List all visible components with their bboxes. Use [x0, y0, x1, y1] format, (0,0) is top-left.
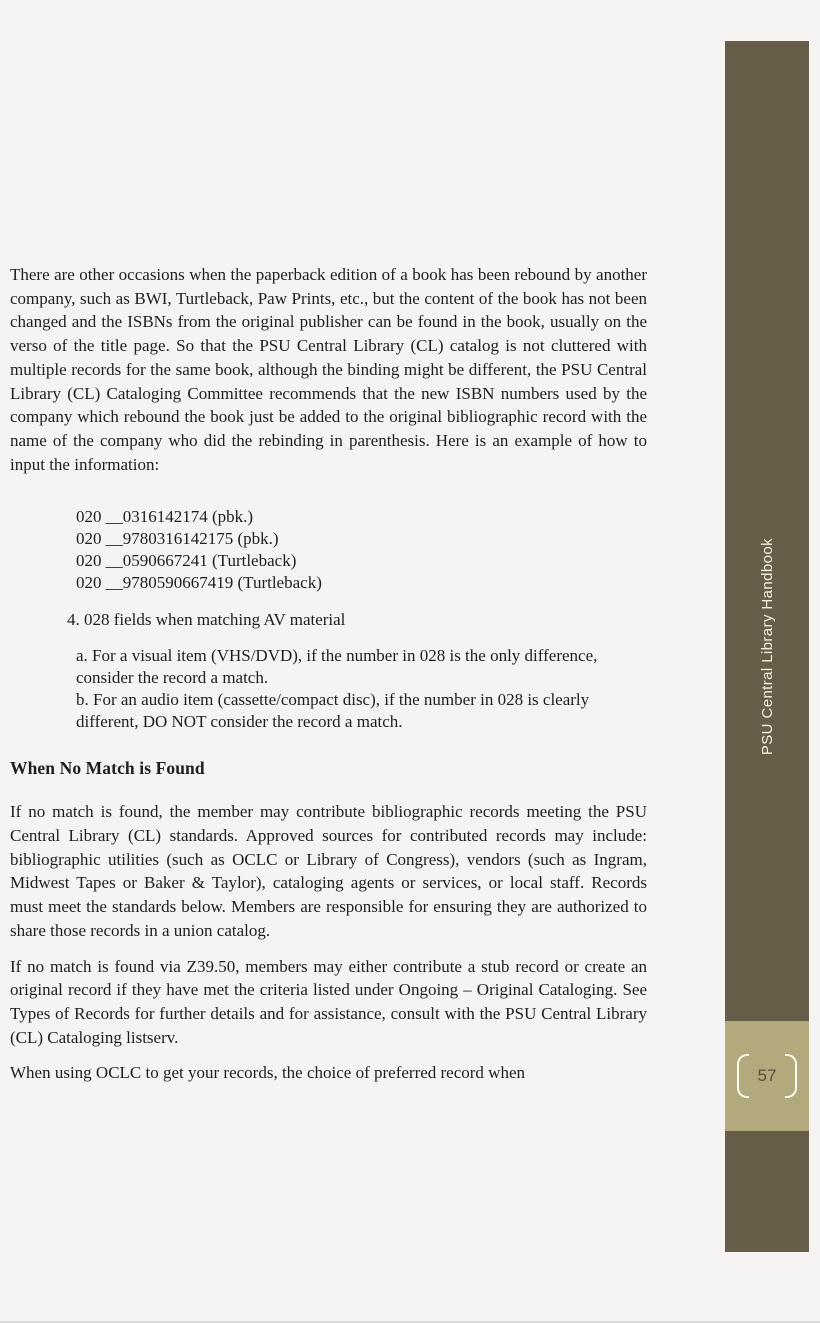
- isbn-example-line: 020 __9780590667419 (Turtleback): [76, 573, 322, 593]
- main-text-column: [10, 0, 647, 1085]
- sub-item-b: b. For an audio item (cassette/compact disc), if the number in 028 is clearly different, DO NOT consider the record a match.: [76, 690, 590, 732]
- isbn-example-line: 020 __0590667241 (Turtleback): [76, 551, 297, 571]
- paragraph-no-match: If no match is found, the member may contribute bibliographic records meeting the PSU Central Library (CL) standards. Approved sources for contributed records may include: bibliographic utilities (such as OCLC or Library of Congress), vendors (such as Ingram, Midwest Tapes or Baker & Taylor), cataloging agents or services, or local staff. Records must meet the standards below. Members are responsible for ensuring they are authorized to share those records in a union catalog.: [10, 802, 647, 940]
- list-item-4: 4. 028 fields when matching AV material: [67, 610, 346, 630]
- page-number-box: [725, 1021, 809, 1131]
- page-number-bracket-right-icon: [785, 1054, 797, 1098]
- page-number: 57: [757, 1066, 777, 1085]
- isbn-example-list: [76, 506, 647, 594]
- sidebar: [725, 41, 809, 1252]
- isbn-example-line: 020 __9780316142175 (pbk.): [76, 529, 279, 549]
- page-number-bracket-left-icon: [737, 1054, 749, 1098]
- sub-item-a: a. For a visual item (VHS/DVD), if the number in 028 is the only difference, consider the record a match.: [76, 646, 598, 688]
- sidebar-title: PSU Central Library Handbook: [758, 537, 776, 756]
- paragraph-oclc: When using OCLC to get your records, the choice of preferred record when: [10, 1063, 526, 1083]
- paragraph-rebound-isbn: There are other occasions when the paperback edition of a book has been rebound by another company, such as BWI, Turtleback, Paw Prints, etc., but the content of the book has not been changed and the ISBNs from the original publisher can be found in the book, usually on the verso of the title page. So that the PSU Central Library (CL) catalog is not cluttered with multiple records for the same book, although the binding might be different, the PSU Central Library (CL) Cataloging Committee recommends that the new ISBN numbers used by the company which rebound the book just be added to the original bibliographic record with the name of the company who did the rebinding in parenthesis. Here is an example of how to input the information:: [10, 265, 647, 474]
- section-heading-no-match: When No Match is Found: [10, 758, 205, 779]
- isbn-example-line: 020 __0316142174 (pbk.): [76, 507, 254, 527]
- av-material-sublist: [76, 645, 604, 733]
- paragraph-z3950: If no match is found via Z39.50, members may either contribute a stub record or create an original record if they have met the criteria listed under Ongoing – Original Cataloging. See Types of Records for further details and for assistance, consult with the PSU Central Library (CL) Cataloging listserv.: [10, 956, 647, 1047]
